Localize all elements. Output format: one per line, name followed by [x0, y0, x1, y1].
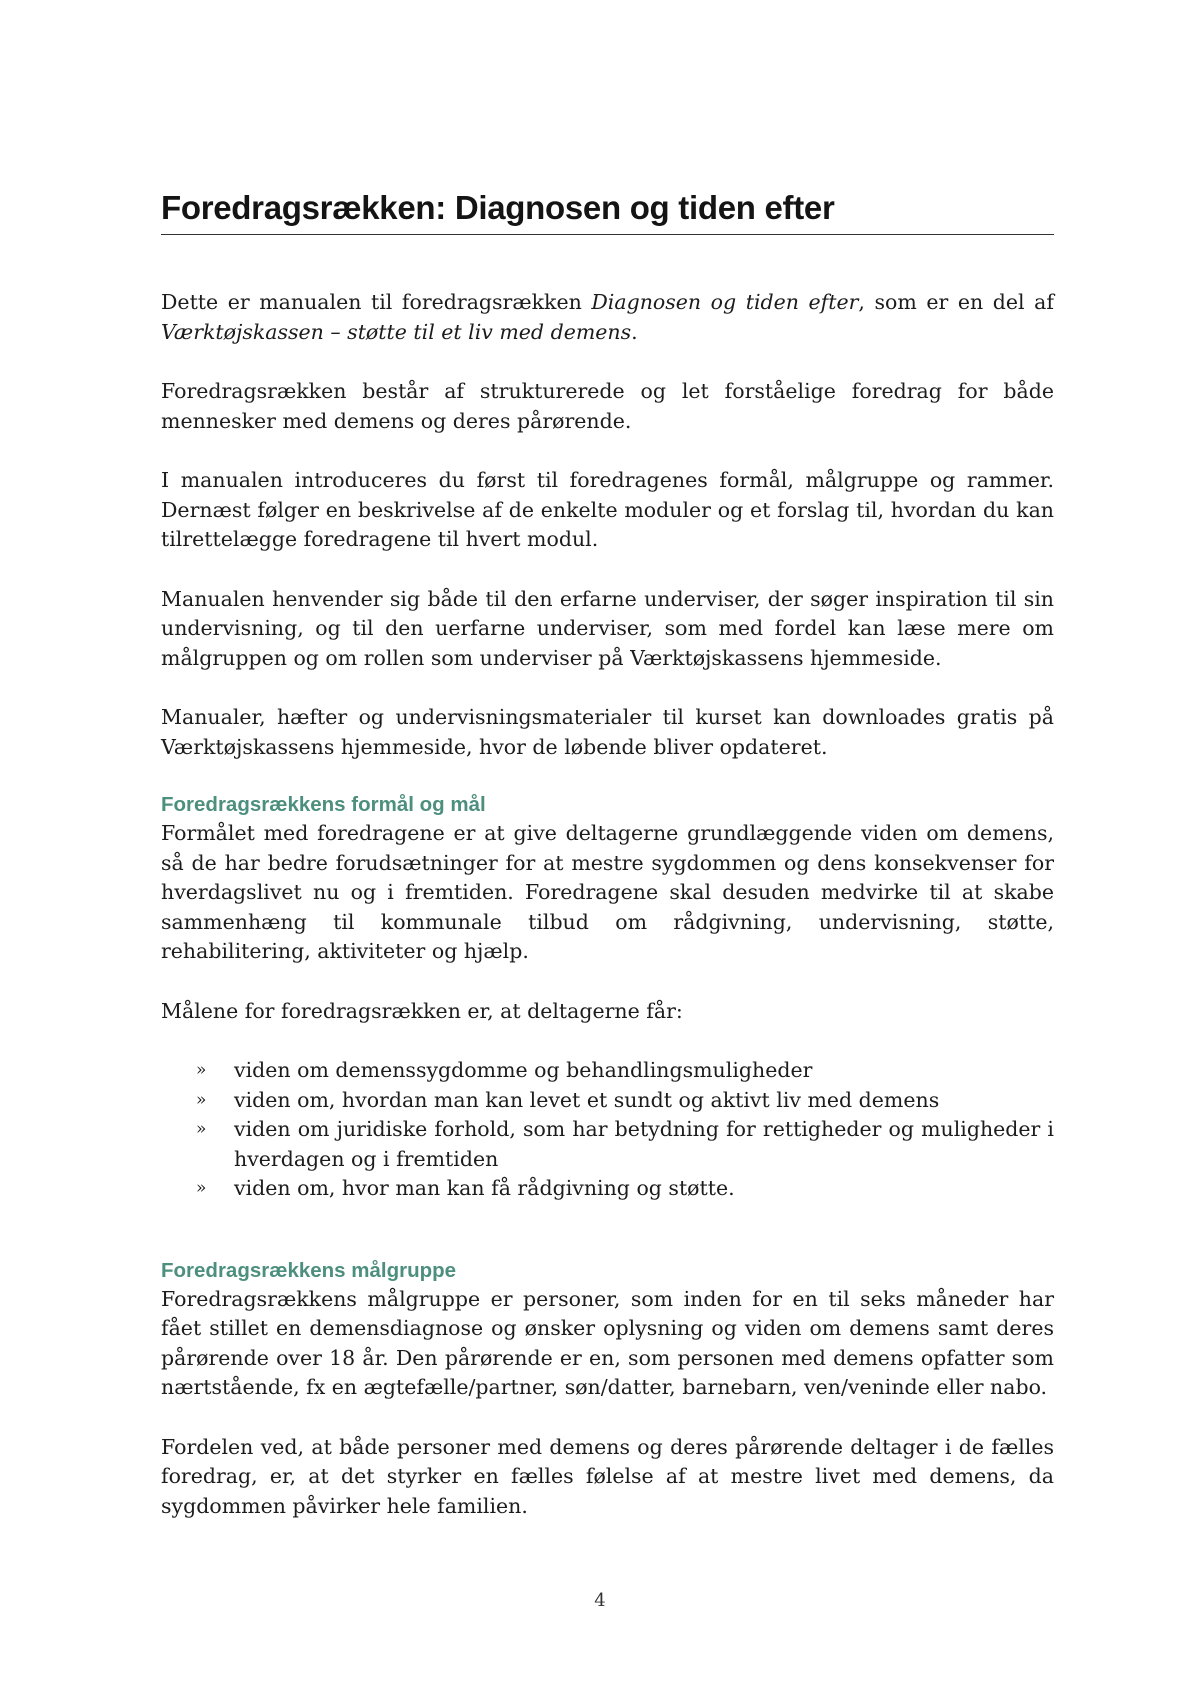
bullet-mark: » [196, 1178, 207, 1198]
intro-paragraph-4: Manualen henvender sig både til den erfarne underviser, der søger inspiration til sin undervisning, og til den uerfarne underviser, som med fordel kan læse mere om målgruppen og om rollen som underviser på Værktøjskassens hjemmeside. [161, 586, 1054, 670]
lecture-series-name: Diagnosen og tiden efter [591, 290, 859, 314]
list-item-text: viden om, hvordan man kan levet et sundt og aktivt liv med demens [234, 1087, 940, 1112]
bullet-mark: » [196, 1060, 207, 1080]
list-item [161, 1174, 1054, 1204]
intro-paragraph-1 [161, 288, 1054, 347]
list-item-text: viden om, hvor man kan få rådgivning og støtte. [234, 1176, 735, 1200]
purpose-paragraph: Formålet med foredragene er at give deltagerne grundlæggende viden om demens, så de har bedre forudsætninger for at mestre sygdommen og dens konsekvenser for hverdagslivet nu og i fremtiden. Foredragene skal desuden medvirke til at skabe sammenhæng til kommunale tilbud om rådgivning, undervisning, støtte, rehabilitering, aktiviteter og hjælp. [161, 821, 1054, 963]
list-item [161, 1056, 1054, 1086]
goals-list [161, 1056, 1054, 1204]
intro-text: . [631, 319, 638, 344]
section-heading-target-group: Foredragsrækkens målgruppe [161, 1258, 457, 1282]
document-page [161, 188, 1054, 1521]
intro-paragraph-3: I manualen introduceres du først til foredragenes formål, målgruppe og rammer. Dernæst følger en beskrivelse af de enkelte moduler og et forslag til, hvordan du kan tilrettelægge foredragene til hvert modul. [161, 468, 1054, 551]
list-item [161, 1115, 1054, 1174]
toolkit-name: Værktøjskassen – støtte til et liv med demens [161, 319, 632, 344]
bullet-mark: » [196, 1089, 207, 1110]
list-item [161, 1086, 1054, 1116]
goals-intro-paragraph: Målene for foredragsrækken er, at deltagerne får: [161, 998, 683, 1023]
intro-paragraph-5: Manualer, hæfter og undervisningsmaterialer til kurset kan downloades gratis på Værktøjskassens hjemmeside, hvor de løbende bliver opdateret. [161, 705, 1054, 759]
bullet-mark: » [196, 1119, 207, 1139]
list-item-text: viden om demenssygdomme og behandlingsmuligheder [234, 1058, 813, 1082]
page-number: 4 [594, 1590, 606, 1611]
section-heading-purpose: Foredragsrækkens formål og mål [161, 793, 486, 816]
target-group-paragraph: Foredragsrækkens målgruppe er personer, som inden for en til seks måneder har fået stillet en demensdiagnose og ønsker oplysning og viden om demens samt deres pårørende over 18 år. Den pårørende er en, som personen med demens opfatter som nærtstående, fx en ægtefælle/partner, søn/datter, barnebarn, ven/veninde eller nabo. [161, 1286, 1054, 1399]
intro-text: , som er en del af [858, 290, 1054, 314]
intro-paragraph-2: Foredragsrækken består af strukturerede og let forståelige foredrag for både mennesker med demens og deres pårørende. [161, 379, 1054, 433]
page-title: Foredragsrækken: Diagnosen og tiden efter [161, 188, 1054, 235]
list-item-text: viden om juridiske forhold, som har betydning for rettigheder og muligheder i hverdagen og i fremtiden [234, 1117, 1054, 1171]
intro-text: Dette er manualen til foredragsrækken [161, 290, 592, 314]
advantage-paragraph: Fordelen ved, at både personer med demens og deres pårørende deltager i de fælles foredrag, er, at det styrker en fælles følelse af at mestre livet med demens, da sygdommen påvirker hele familien. [161, 1434, 1054, 1518]
